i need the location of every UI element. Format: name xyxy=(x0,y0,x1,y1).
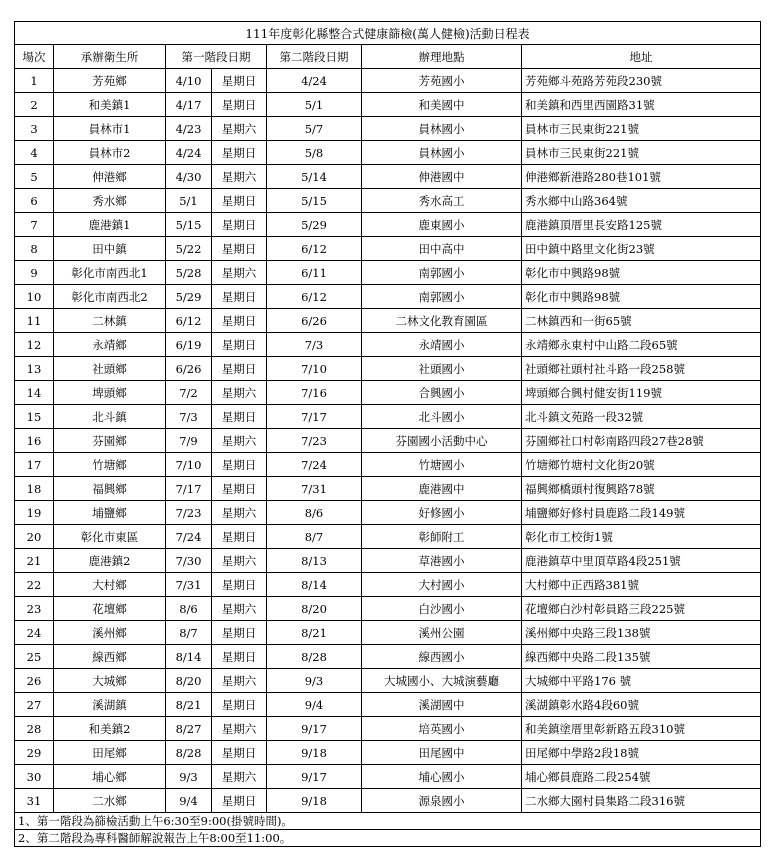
cell-health-station: 彰化市東區 xyxy=(54,525,166,549)
cell-stage1-weekday: 星期六 xyxy=(212,165,267,189)
cell-stage1-date: 7/17 xyxy=(166,477,212,501)
cell-stage2-date: 7/3 xyxy=(267,333,362,357)
table-body xyxy=(15,69,761,813)
table-row xyxy=(15,165,761,189)
cell-session: 15 xyxy=(15,405,54,429)
cell-stage2-date: 8/28 xyxy=(267,645,362,669)
cell-stage1-weekday: 星期日 xyxy=(212,525,267,549)
cell-stage2-date: 8/6 xyxy=(267,501,362,525)
cell-stage1-weekday: 星期日 xyxy=(212,285,267,309)
cell-session: 8 xyxy=(15,237,54,261)
cell-stage1-weekday: 星期日 xyxy=(212,141,267,165)
cell-stage2-date: 9/3 xyxy=(267,669,362,693)
cell-address: 伸港鄉新港路280巷101號 xyxy=(522,165,761,189)
cell-health-station: 溪湖鎮 xyxy=(54,693,166,717)
cell-session: 2 xyxy=(15,93,54,117)
cell-address: 永靖鄉永東村中山路二段65號 xyxy=(522,333,761,357)
cell-venue: 埔心國小 xyxy=(362,765,522,789)
table-row xyxy=(15,597,761,621)
cell-health-station: 大城鄉 xyxy=(54,669,166,693)
cell-address: 埔鹽鄉好修村員鹿路二段149號 xyxy=(522,501,761,525)
note-row xyxy=(15,813,761,830)
cell-venue: 二林文化教育園區 xyxy=(362,309,522,333)
cell-health-station: 二林鎮 xyxy=(54,309,166,333)
cell-health-station: 鹿港鎮1 xyxy=(54,213,166,237)
cell-session: 3 xyxy=(15,117,54,141)
table-row xyxy=(15,717,761,741)
table-row xyxy=(15,309,761,333)
title-row xyxy=(15,22,761,45)
cell-stage1-weekday: 星期六 xyxy=(212,261,267,285)
cell-stage2-date: 5/1 xyxy=(267,93,362,117)
cell-stage1-date: 7/23 xyxy=(166,501,212,525)
cell-health-station: 花壇鄉 xyxy=(54,597,166,621)
cell-address: 線西鄉中央路二段135號 xyxy=(522,645,761,669)
header-row xyxy=(15,45,761,69)
table-row xyxy=(15,213,761,237)
cell-stage2-date: 5/8 xyxy=(267,141,362,165)
cell-session: 6 xyxy=(15,189,54,213)
cell-stage1-weekday: 星期六 xyxy=(212,549,267,573)
cell-session: 21 xyxy=(15,549,54,573)
table-row xyxy=(15,453,761,477)
cell-stage2-date: 7/10 xyxy=(267,357,362,381)
table-row xyxy=(15,141,761,165)
cell-venue: 田中高中 xyxy=(362,237,522,261)
cell-stage1-date: 9/3 xyxy=(166,765,212,789)
cell-stage2-date: 5/7 xyxy=(267,117,362,141)
cell-health-station: 埔鹽鄉 xyxy=(54,501,166,525)
cell-stage1-date: 7/3 xyxy=(166,405,212,429)
cell-address: 員林市三民東街221號 xyxy=(522,117,761,141)
cell-stage1-weekday: 星期日 xyxy=(212,477,267,501)
cell-venue: 北斗國小 xyxy=(362,405,522,429)
cell-health-station: 大村鄉 xyxy=(54,573,166,597)
cell-stage2-date: 9/17 xyxy=(267,717,362,741)
cell-venue: 合興國小 xyxy=(362,381,522,405)
table-row xyxy=(15,189,761,213)
cell-address: 二林鎮西和一街65號 xyxy=(522,309,761,333)
cell-stage1-weekday: 星期日 xyxy=(212,333,267,357)
cell-venue: 員林國小 xyxy=(362,141,522,165)
cell-stage2-date: 7/24 xyxy=(267,453,362,477)
cell-stage2-date: 5/15 xyxy=(267,189,362,213)
cell-stage1-date: 7/10 xyxy=(166,453,212,477)
cell-venue: 秀水高工 xyxy=(362,189,522,213)
cell-stage2-date: 7/16 xyxy=(267,381,362,405)
table-row xyxy=(15,93,761,117)
cell-venue: 鹿東國小 xyxy=(362,213,522,237)
cell-stage2-date: 8/14 xyxy=(267,573,362,597)
cell-health-station: 福興鄉 xyxy=(54,477,166,501)
cell-venue: 溪湖國中 xyxy=(362,693,522,717)
cell-venue: 好修國小 xyxy=(362,501,522,525)
cell-session: 29 xyxy=(15,741,54,765)
cell-session: 4 xyxy=(15,141,54,165)
cell-health-station: 田中鎮 xyxy=(54,237,166,261)
cell-stage2-date: 9/18 xyxy=(267,789,362,813)
cell-stage1-weekday: 星期日 xyxy=(212,789,267,813)
cell-address: 埔心鄉員鹿路二段254號 xyxy=(522,765,761,789)
cell-session: 31 xyxy=(15,789,54,813)
cell-address: 花壇鄉白沙村彰員路三段225號 xyxy=(522,597,761,621)
cell-address: 員林市三民東街221號 xyxy=(522,141,761,165)
cell-stage2-date: 8/21 xyxy=(267,621,362,645)
table-row xyxy=(15,549,761,573)
cell-stage1-date: 8/6 xyxy=(166,597,212,621)
cell-venue: 社頭國小 xyxy=(362,357,522,381)
cell-venue: 溪州公園 xyxy=(362,621,522,645)
table-row xyxy=(15,69,761,93)
cell-venue: 線西國小 xyxy=(362,645,522,669)
cell-session: 27 xyxy=(15,693,54,717)
cell-venue: 白沙國小 xyxy=(362,597,522,621)
table-row xyxy=(15,645,761,669)
cell-health-station: 和美鎮1 xyxy=(54,93,166,117)
table-row xyxy=(15,477,761,501)
note-row xyxy=(15,830,761,847)
table-row xyxy=(15,405,761,429)
cell-stage2-date: 4/24 xyxy=(267,69,362,93)
cell-stage2-date: 5/14 xyxy=(267,165,362,189)
cell-address: 田尾鄉中學路2段18號 xyxy=(522,741,761,765)
cell-address: 溪州鄉中央路三段138號 xyxy=(522,621,761,645)
cell-stage2-date: 7/31 xyxy=(267,477,362,501)
cell-stage1-weekday: 星期日 xyxy=(212,213,267,237)
table-title: 111年度彰化縣整合式健康篩檢(萬人健檢)活動日程表 xyxy=(15,22,761,45)
cell-stage1-date: 5/15 xyxy=(166,213,212,237)
cell-venue: 和美國中 xyxy=(362,93,522,117)
cell-venue: 伸港國中 xyxy=(362,165,522,189)
cell-stage2-date: 7/17 xyxy=(267,405,362,429)
cell-session: 1 xyxy=(15,69,54,93)
cell-stage1-weekday: 星期六 xyxy=(212,429,267,453)
cell-health-station: 埔心鄉 xyxy=(54,765,166,789)
cell-stage1-weekday: 星期六 xyxy=(212,765,267,789)
cell-stage2-date: 8/7 xyxy=(267,525,362,549)
cell-venue: 培英國小 xyxy=(362,717,522,741)
cell-venue: 彰師附工 xyxy=(362,525,522,549)
cell-stage1-date: 5/22 xyxy=(166,237,212,261)
cell-stage1-weekday: 星期六 xyxy=(212,669,267,693)
cell-stage1-date: 4/23 xyxy=(166,117,212,141)
cell-session: 7 xyxy=(15,213,54,237)
cell-address: 大村鄉中正西路381號 xyxy=(522,573,761,597)
cell-health-station: 鹿港鎮2 xyxy=(54,549,166,573)
cell-stage1-date: 4/17 xyxy=(166,93,212,117)
cell-stage1-weekday: 星期六 xyxy=(212,597,267,621)
cell-stage1-weekday: 星期日 xyxy=(212,189,267,213)
table-row xyxy=(15,285,761,309)
table-row xyxy=(15,669,761,693)
cell-stage2-date: 6/11 xyxy=(267,261,362,285)
cell-stage1-weekday: 星期日 xyxy=(212,693,267,717)
table-row xyxy=(15,429,761,453)
header-health-station: 承辦衛生所 xyxy=(54,45,166,69)
cell-stage1-weekday: 星期六 xyxy=(212,117,267,141)
cell-venue: 大城國小、大城演藝廳 xyxy=(362,669,522,693)
cell-stage1-date: 8/28 xyxy=(166,741,212,765)
cell-health-station: 永靖鄉 xyxy=(54,333,166,357)
cell-stage1-weekday: 星期日 xyxy=(212,69,267,93)
cell-health-station: 彰化市南西北2 xyxy=(54,285,166,309)
table-row xyxy=(15,741,761,765)
cell-session: 25 xyxy=(15,645,54,669)
cell-venue: 鹿港國中 xyxy=(362,477,522,501)
cell-stage1-date: 8/27 xyxy=(166,717,212,741)
table-row xyxy=(15,117,761,141)
header-address: 地址 xyxy=(522,45,761,69)
cell-health-station: 北斗鎮 xyxy=(54,405,166,429)
cell-stage2-date: 6/26 xyxy=(267,309,362,333)
cell-stage1-date: 4/24 xyxy=(166,141,212,165)
cell-session: 19 xyxy=(15,501,54,525)
header-stage2-date: 第二階段日期 xyxy=(267,45,362,69)
header-session: 場次 xyxy=(15,45,54,69)
cell-venue: 田尾國中 xyxy=(362,741,522,765)
cell-stage1-date: 5/29 xyxy=(166,285,212,309)
table-row xyxy=(15,573,761,597)
cell-health-station: 芳苑鄉 xyxy=(54,69,166,93)
table-row xyxy=(15,501,761,525)
cell-health-station: 員林市2 xyxy=(54,141,166,165)
cell-address: 彰化市工校街1號 xyxy=(522,525,761,549)
cell-stage2-date: 9/17 xyxy=(267,765,362,789)
schedule-table xyxy=(14,21,761,847)
cell-health-station: 社頭鄉 xyxy=(54,357,166,381)
cell-health-station: 溪州鄉 xyxy=(54,621,166,645)
cell-stage2-date: 6/12 xyxy=(267,237,362,261)
cell-address: 福興鄉橋頭村復興路78號 xyxy=(522,477,761,501)
cell-session: 20 xyxy=(15,525,54,549)
cell-stage1-weekday: 星期日 xyxy=(212,573,267,597)
cell-address: 彰化市中興路98號 xyxy=(522,261,761,285)
table-row xyxy=(15,789,761,813)
cell-stage2-date: 5/29 xyxy=(267,213,362,237)
cell-venue: 竹塘國小 xyxy=(362,453,522,477)
cell-venue: 南郭國小 xyxy=(362,261,522,285)
cell-venue: 芳苑國小 xyxy=(362,69,522,93)
cell-address: 北斗鎮文苑路一段32號 xyxy=(522,405,761,429)
note-2: 2、第二階段為專科醫師解說報告上午8:00至11:00。 xyxy=(15,830,761,847)
table-row xyxy=(15,333,761,357)
cell-health-station: 員林市1 xyxy=(54,117,166,141)
cell-address: 秀水鄉中山路364號 xyxy=(522,189,761,213)
header-stage1-date: 第一階段日期 xyxy=(166,45,267,69)
cell-session: 12 xyxy=(15,333,54,357)
cell-session: 26 xyxy=(15,669,54,693)
cell-health-station: 和美鎮2 xyxy=(54,717,166,741)
cell-health-station: 二水鄉 xyxy=(54,789,166,813)
table-row xyxy=(15,525,761,549)
cell-stage1-date: 7/2 xyxy=(166,381,212,405)
cell-address: 鹿港鎮草中里頂草路4段251號 xyxy=(522,549,761,573)
cell-session: 28 xyxy=(15,717,54,741)
cell-stage1-weekday: 星期日 xyxy=(212,741,267,765)
cell-stage1-date: 6/12 xyxy=(166,309,212,333)
cell-stage1-date: 8/7 xyxy=(166,621,212,645)
cell-stage1-weekday: 星期日 xyxy=(212,237,267,261)
cell-stage2-date: 7/23 xyxy=(267,429,362,453)
cell-session: 16 xyxy=(15,429,54,453)
cell-stage2-date: 9/18 xyxy=(267,741,362,765)
cell-address: 竹塘鄉竹塘村文化街20號 xyxy=(522,453,761,477)
cell-stage1-weekday: 星期日 xyxy=(212,453,267,477)
cell-session: 9 xyxy=(15,261,54,285)
header-venue: 辦理地點 xyxy=(362,45,522,69)
cell-session: 13 xyxy=(15,357,54,381)
cell-address: 社頭鄉社頭村社斗路一段258號 xyxy=(522,357,761,381)
cell-venue: 南郭國小 xyxy=(362,285,522,309)
cell-session: 10 xyxy=(15,285,54,309)
cell-address: 埤頭鄉合興村健安街119號 xyxy=(522,381,761,405)
cell-stage1-date: 7/30 xyxy=(166,549,212,573)
cell-session: 23 xyxy=(15,597,54,621)
cell-stage1-date: 9/4 xyxy=(166,789,212,813)
cell-address: 溪湖鎮彰水路4段60號 xyxy=(522,693,761,717)
cell-venue: 源泉國小 xyxy=(362,789,522,813)
table-row xyxy=(15,261,761,285)
cell-stage1-date: 4/30 xyxy=(166,165,212,189)
cell-stage1-date: 8/20 xyxy=(166,669,212,693)
cell-venue: 草港國小 xyxy=(362,549,522,573)
cell-stage2-date: 6/12 xyxy=(267,285,362,309)
cell-stage1-date: 8/14 xyxy=(166,645,212,669)
cell-address: 芳苑鄉斗苑路芳苑段230號 xyxy=(522,69,761,93)
table-row xyxy=(15,621,761,645)
cell-health-station: 彰化市南西北1 xyxy=(54,261,166,285)
cell-stage1-weekday: 星期六 xyxy=(212,501,267,525)
cell-session: 24 xyxy=(15,621,54,645)
cell-session: 17 xyxy=(15,453,54,477)
cell-stage1-date: 5/28 xyxy=(166,261,212,285)
cell-venue: 永靖國小 xyxy=(362,333,522,357)
cell-health-station: 秀水鄉 xyxy=(54,189,166,213)
cell-stage2-date: 8/20 xyxy=(267,597,362,621)
cell-address: 鹿港鎮頂厝里長安路125號 xyxy=(522,213,761,237)
cell-stage1-weekday: 星期日 xyxy=(212,357,267,381)
cell-stage1-weekday: 星期六 xyxy=(212,717,267,741)
cell-venue: 芬園國小活動中心 xyxy=(362,429,522,453)
cell-stage1-date: 8/21 xyxy=(166,693,212,717)
cell-health-station: 竹塘鄉 xyxy=(54,453,166,477)
cell-session: 11 xyxy=(15,309,54,333)
cell-stage1-weekday: 星期日 xyxy=(212,93,267,117)
cell-stage1-date: 6/19 xyxy=(166,333,212,357)
cell-stage1-weekday: 星期日 xyxy=(212,621,267,645)
cell-session: 14 xyxy=(15,381,54,405)
cell-address: 和美鎮塗厝里彰新路五段310號 xyxy=(522,717,761,741)
cell-address: 二水鄉大園村員集路二段316號 xyxy=(522,789,761,813)
cell-health-station: 埤頭鄉 xyxy=(54,381,166,405)
cell-stage1-date: 4/10 xyxy=(166,69,212,93)
note-1: 1、第一階段為篩檢活動上午6:30至9:00(掛號時間)。 xyxy=(15,813,761,830)
cell-health-station: 伸港鄉 xyxy=(54,165,166,189)
cell-session: 18 xyxy=(15,477,54,501)
cell-stage1-date: 7/9 xyxy=(166,429,212,453)
table-row xyxy=(15,357,761,381)
cell-stage1-weekday: 星期六 xyxy=(212,381,267,405)
table-row xyxy=(15,237,761,261)
cell-address: 大城鄉中平路176 號 xyxy=(522,669,761,693)
cell-health-station: 田尾鄉 xyxy=(54,741,166,765)
cell-address: 芬園鄉社口村彰南路四段27巷28號 xyxy=(522,429,761,453)
cell-stage1-date: 7/31 xyxy=(166,573,212,597)
cell-session: 30 xyxy=(15,765,54,789)
cell-stage1-date: 5/1 xyxy=(166,189,212,213)
table-row xyxy=(15,693,761,717)
cell-stage2-date: 9/4 xyxy=(267,693,362,717)
table-row xyxy=(15,765,761,789)
cell-stage1-weekday: 星期日 xyxy=(212,645,267,669)
cell-health-station: 線西鄉 xyxy=(54,645,166,669)
cell-session: 22 xyxy=(15,573,54,597)
cell-address: 田中鎮中路里文化街23號 xyxy=(522,237,761,261)
cell-health-station: 芬園鄉 xyxy=(54,429,166,453)
table-row xyxy=(15,381,761,405)
cell-venue: 員林國小 xyxy=(362,117,522,141)
cell-stage1-weekday: 星期日 xyxy=(212,405,267,429)
cell-venue: 大村國小 xyxy=(362,573,522,597)
cell-stage1-date: 7/24 xyxy=(166,525,212,549)
cell-stage1-date: 6/26 xyxy=(166,357,212,381)
cell-address: 彰化市中興路98號 xyxy=(522,285,761,309)
cell-stage1-weekday: 星期日 xyxy=(212,309,267,333)
cell-session: 5 xyxy=(15,165,54,189)
cell-stage2-date: 8/13 xyxy=(267,549,362,573)
cell-address: 和美鎮和西里西園路31號 xyxy=(522,93,761,117)
